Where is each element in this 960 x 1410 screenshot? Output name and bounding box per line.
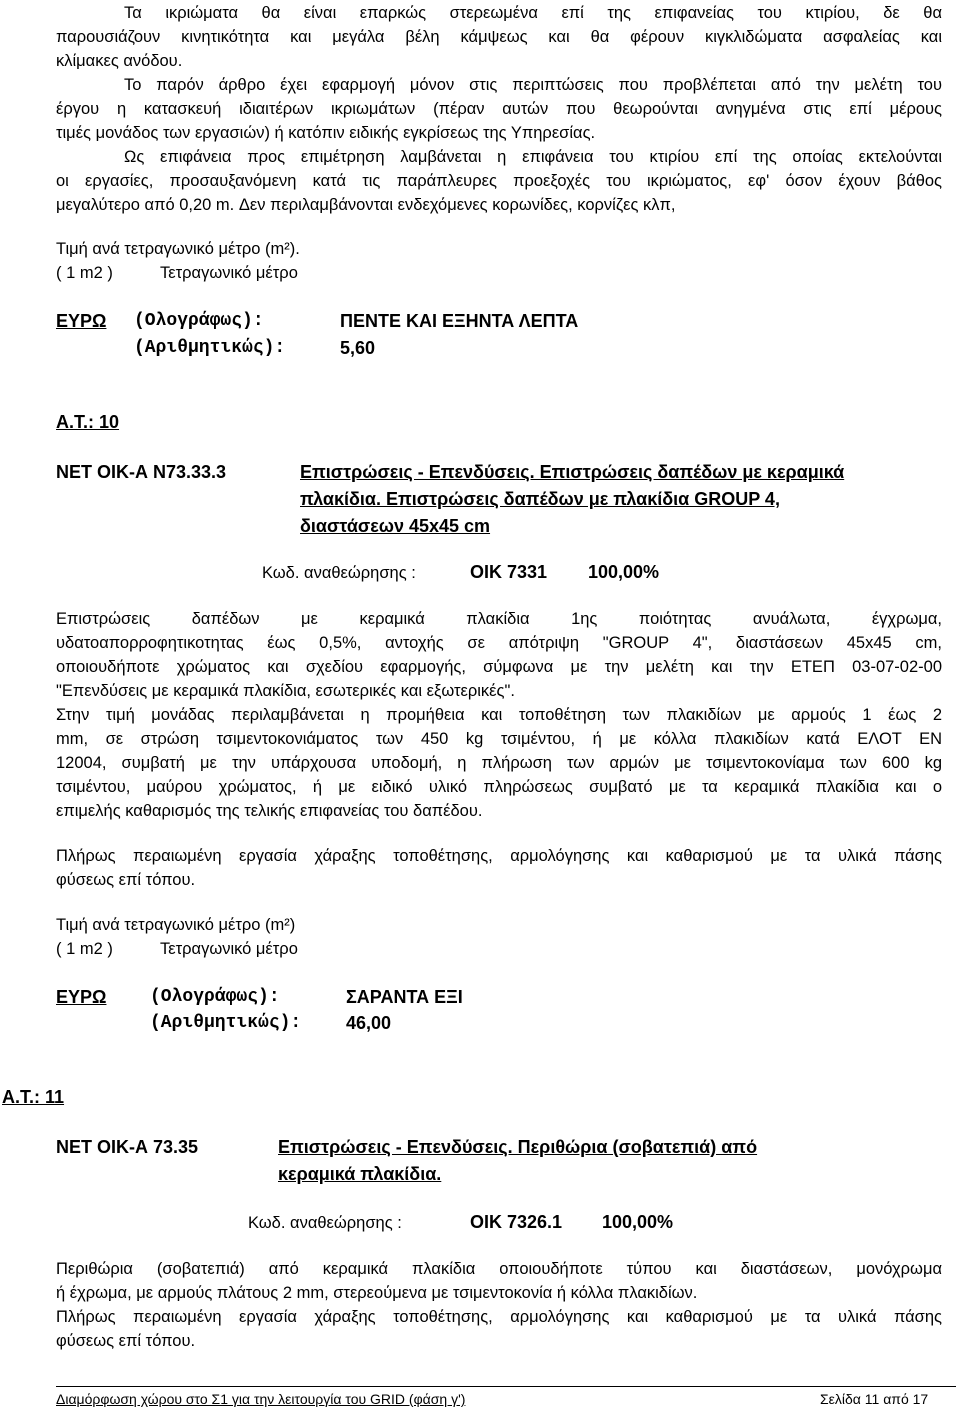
intro-line-1: Τα ικριώματα θα είναι επαρκώς στερεωμένα επί της επιφανείας του κτιρίου, δε θα [124,4,942,22]
article-title-10-line-3: διαστάσεων 45x45 cm [300,516,491,536]
revision-code: ΟΙΚ 7331 [470,562,548,582]
description-line-2: υδατοαπορροφητικοτητας έως 0,5%, αντοχής σε απότριψη "GROUP 4", διαστάσεων 45x45 cm, [56,634,942,652]
price-numeric: 5,60 [340,338,376,358]
revision-label: Κωδ. αναθεώρησης : [248,1214,402,1232]
description-line-3: Πλήρως περαιωμένη εργασία χάραξης τοποθέτησης, αρμολόγησης και καθαρισμού με τα υλικά πάσης [56,1308,942,1326]
description-line-4: "Επενδύσεις με κεραμικά πλακίδια, εσωτερικές και εξωτερικές". [56,682,515,700]
description-line-6: mm, σε στρώση τσιμεντοκονιάματος των 450 kg τσιμέντου, ή με κόλλα πλακιδίων κατά ΕΛΟΤ ΕΝ [56,730,942,748]
description-line-10: Πλήρως περαιωμένη εργασία χάραξης τοποθέτησης, αρμολόγησης και καθαρισμού με τα υλικά πάσης [56,847,942,865]
intro-line-5: έργου η κατασκευή ιδιαιτέρων ικριωμάτων (πέραν αυτών που θεωρούνται ανηγμένα στις επί μέρους [56,100,942,118]
article-title-11-line-1: Επιστρώσεις - Επενδύσεις. Περιθώρια (σοβατεπιά) από [278,1137,758,1157]
description-line-2: ή έχρωμα, με αρμούς πλάτους 2 mm, στερεούμενα με τσιμεντοκονία ή κόλλα πλακιδίων. [56,1284,698,1302]
article-code-11: ΝΕΤ ΟΙΚ-Α 73.35 [56,1137,199,1157]
article-title-11-line-2: κεραμικά πλακίδια. [278,1164,442,1184]
unit-name: Τετραγωνικό μέτρο [160,264,298,282]
intro-line-4: Το παρόν άρθρο έχει εφαρμογή μόνον στις περιπτώσεις που προβλέπεται από την μελέτη του [124,76,942,94]
price-in-words: ΣΑΡΑΝΤΑ ΕΞΙ [346,987,463,1007]
unit-qty: ( 1 m2 ) [56,264,113,282]
intro-line-8: οι εργασίες, προσαυξανόμενη κατά τις παράπλευρες προεξοχές του ικριώματος, εφ' όσον έχουν βάθος [56,172,942,190]
description-line-3: οποιουδήποτε χρώματος και σχεδίου εφαρμογής, σύμφωνα με την μελέτη και την ΕΤΕΠ 03-07-02-00 [56,658,942,676]
article-code-10: ΝΕΤ ΟΙΚ-Α Ν73.33.3 [56,462,227,482]
footer-divider [56,1386,956,1387]
words-label: (Ολογράφως): [134,311,264,331]
revision-code: ΟΙΚ 7326.1 [470,1212,563,1232]
description-line-1: Επιστρώσεις δαπέδων με κεραμικά πλακίδια 1ης ποιότητας ανυάλωτα, έγχρωμα, [56,610,942,628]
euro-label: ΕΥΡΩ [56,311,107,331]
intro-line-2: παρουσιάζουν κινητικότητα και μεγάλα βέλη κάμψεως και θα φέρουν κιγκλιδώματα ασφαλείας και [56,28,942,46]
intro-line-9: μεγαλύτερο από 0,20 m. Δεν περιλαμβάνονται ενδεχόμενες κορωνίδες, κορνίζες κλπ, [56,196,676,214]
description-line-4: φύσεως επί τόπου. [56,1332,196,1350]
description-line-8: τσιμέντου, μαύρου χρώματος, ή με ειδικό υλικό πληρώσεως συμβατό με τα κεραμικά πλακίδια και ο [56,778,942,796]
unit-price-label: Τιμή ανά τετραγωνικό μέτρο (m²) [56,916,296,934]
euro-label: ΕΥΡΩ [56,987,107,1007]
footer-page-number: Σελίδα 11 από 17 [820,1391,929,1407]
revision-label: Κωδ. αναθεώρησης : [262,564,416,582]
price-numeric: 46,00 [346,1013,392,1033]
intro-line-7: Ως επιφάνεια προς επιμέτρηση λαμβάνεται η επιφάνεια του κτιρίου επί της οποίας εκτελούνται [124,148,942,166]
description-line-11: φύσεως επί τόπου. [56,871,196,889]
unit-price-label: Τιμή ανά τετραγωνικό μέτρο (m²). [56,240,300,258]
description-line-7: 12004, συμβατή με την υπάρχουσα υποδομή, η πλήρωση των αρμών με τσιμεντοκονίαμα των 600 kg [56,754,942,772]
description-line-9: επιμελής καθαρισμός της τελικής επιφανείας του δαπέδου. [56,802,483,820]
numeric-label: (Αριθμητικώς): [150,1013,302,1033]
numeric-label: (Αριθμητικώς): [134,338,286,358]
description-line-1: Περιθώρια (σοβατεπιά) από κεραμικά πλακίδια οποιουδήποτε τύπου και διαστάσεων, μονόχρωμα [56,1260,942,1278]
description-line-5: Στην τιμή μονάδας περιλαμβάνεται η προμήθεια και τοποθέτηση των πλακιδίων με αρμούς 1 έως 2 [56,706,942,724]
footer-document-title: Διαμόρφωση χώρου στο Σ1 για την λειτουργία του GRID (φάση γ') [56,1391,466,1407]
revision-percent: 100,00% [588,562,660,582]
article-title-10-line-2: πλακίδια. Επιστρώσεις δαπέδων με πλακίδια GROUP 4, [300,489,780,509]
intro-line-3: κλίμακες ανόδου. [56,52,183,70]
unit-qty: ( 1 m2 ) [56,940,113,958]
unit-name: Τετραγωνικό μέτρο [160,940,298,958]
revision-percent: 100,00% [602,1212,674,1232]
price-in-words: ΠΕΝΤΕ ΚΑΙ ΕΞΗΝΤΑ ΛΕΠΤΑ [340,311,579,331]
intro-line-6: τιμές μονάδος των εργασιών) ή κατόπιν ειδικής εγκρίσεως της Υπηρεσίας. [56,124,596,142]
article-number-11: Α.Τ.: 11 [2,1087,65,1107]
article-title-10-line-1: Επιστρώσεις - Επενδύσεις. Επιστρώσεις δαπέδων με κεραμικά [300,462,845,482]
words-label: (Ολογράφως): [150,987,280,1007]
article-number-10: Α.Τ.: 10 [56,412,120,432]
